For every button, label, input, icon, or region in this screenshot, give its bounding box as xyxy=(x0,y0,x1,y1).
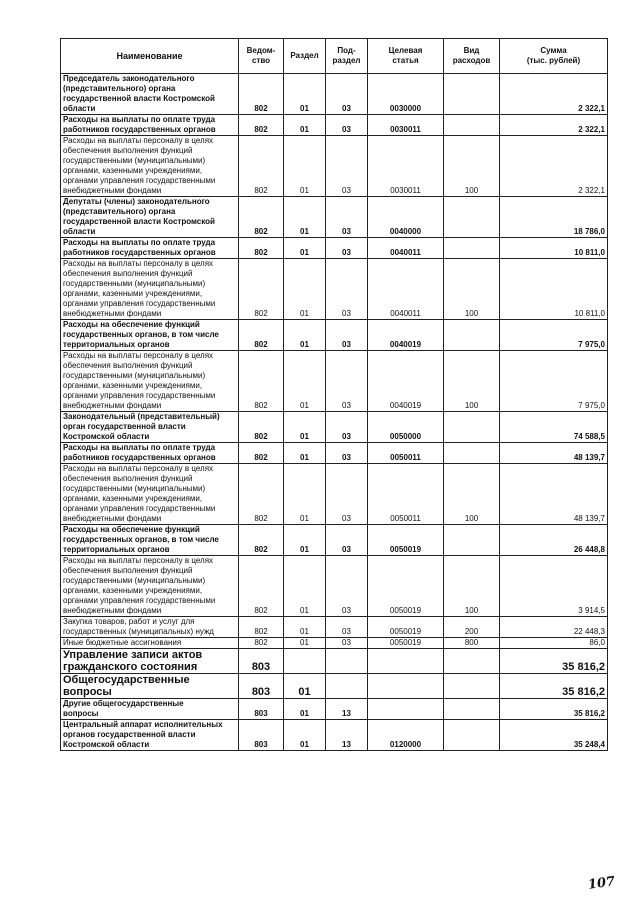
cell-razdel: 01 xyxy=(284,638,326,649)
table-row xyxy=(61,351,608,412)
cell-razdel: 01 xyxy=(284,115,326,136)
cell-name: Законодательный (представительный) орган государственной власти Костромской области xyxy=(61,412,239,443)
cell-name: Расходы на выплаты по оплате труда работников государственных органов xyxy=(61,238,239,259)
cell-pod: 03 xyxy=(326,351,368,412)
cell-name: Управление записи актов гражданского состояния xyxy=(61,649,239,674)
cell-name: Другие общегосударственные вопросы xyxy=(61,699,239,720)
cell-razdel: 01 xyxy=(284,197,326,238)
table-row xyxy=(61,443,608,464)
cell-sum: 26 448,8 xyxy=(500,525,608,556)
table-row xyxy=(61,525,608,556)
cell-name: Центральный аппарат исполнительных органов государственной власти Костромской области xyxy=(61,720,239,751)
cell-vid xyxy=(444,443,500,464)
cell-name: Расходы на обеспечение функций государственных органов, в том числе территориальных органов xyxy=(61,525,239,556)
table-row xyxy=(61,115,608,136)
cell-ved: 802 xyxy=(239,443,284,464)
table-row xyxy=(61,238,608,259)
cell-cel: 0040011 xyxy=(368,259,444,320)
cell-cel: 0050011 xyxy=(368,464,444,525)
table-row xyxy=(61,464,608,525)
table-row xyxy=(61,412,608,443)
cell-pod: 03 xyxy=(326,443,368,464)
table-header xyxy=(61,39,608,74)
cell-razdel: 01 xyxy=(284,674,326,699)
header-name: Наименование xyxy=(61,39,239,74)
cell-name: Иные бюджетные ассигнования xyxy=(61,638,239,649)
table-row xyxy=(61,556,608,617)
header-razdel: Раздел xyxy=(284,39,326,74)
cell-cel: 0040011 xyxy=(368,238,444,259)
cell-pod: 03 xyxy=(326,238,368,259)
cell-sum: 2 322,1 xyxy=(500,74,608,115)
cell-sum: 35 816,2 xyxy=(500,674,608,699)
cell-razdel: 01 xyxy=(284,238,326,259)
cell-sum: 18 786,0 xyxy=(500,197,608,238)
cell-vid: 100 xyxy=(444,556,500,617)
cell-sum: 22 448,3 xyxy=(500,617,608,638)
table-row xyxy=(61,320,608,351)
cell-sum: 10 811,0 xyxy=(500,238,608,259)
cell-sum: 35 248,4 xyxy=(500,720,608,751)
cell-pod: 13 xyxy=(326,720,368,751)
cell-cel: 0050000 xyxy=(368,412,444,443)
cell-razdel xyxy=(284,649,326,674)
cell-sum: 35 816,2 xyxy=(500,649,608,674)
cell-razdel: 01 xyxy=(284,320,326,351)
cell-pod xyxy=(326,649,368,674)
cell-vid: 800 xyxy=(444,638,500,649)
cell-pod: 03 xyxy=(326,638,368,649)
cell-razdel: 01 xyxy=(284,443,326,464)
cell-cel: 0050019 xyxy=(368,638,444,649)
cell-ved: 803 xyxy=(239,649,284,674)
cell-cel: 0050019 xyxy=(368,525,444,556)
cell-name: Расходы на выплаты персоналу в целях обеспечения выполнения функций государственными (муниципальными) органами, казенными учреждениями, органами управления государственными внебюджетными фондами xyxy=(61,136,239,197)
cell-name: Расходы на выплаты по оплате труда работников государственных органов xyxy=(61,443,239,464)
cell-ved: 802 xyxy=(239,464,284,525)
header-summa: Сумма (тыс. рублей) xyxy=(500,39,608,74)
cell-cel: 0030011 xyxy=(368,136,444,197)
cell-cel: 0120000 xyxy=(368,720,444,751)
cell-name: Закупка товаров, работ и услуг для государственных (муниципальных) нужд xyxy=(61,617,239,638)
cell-pod xyxy=(326,674,368,699)
cell-pod: 03 xyxy=(326,617,368,638)
cell-ved: 802 xyxy=(239,197,284,238)
cell-ved: 803 xyxy=(239,699,284,720)
cell-cel: 0050019 xyxy=(368,556,444,617)
cell-name: Расходы на выплаты персоналу в целях обеспечения выполнения функций государственными (муниципальными) органами, казенными учреждениями, органами управления государственными внебюджетными фондами xyxy=(61,556,239,617)
cell-sum: 48 139,7 xyxy=(500,443,608,464)
cell-name: Депутаты (члены) законодательного (представительного) органа государственной власти Костромской области xyxy=(61,197,239,238)
cell-vid xyxy=(444,74,500,115)
cell-cel: 0050011 xyxy=(368,443,444,464)
cell-pod: 03 xyxy=(326,556,368,617)
header-podrazdel: Под- раздел xyxy=(326,39,368,74)
cell-razdel: 01 xyxy=(284,556,326,617)
cell-sum: 2 322,1 xyxy=(500,136,608,197)
cell-cel: 0050019 xyxy=(368,617,444,638)
table-row xyxy=(61,638,608,649)
cell-ved: 802 xyxy=(239,259,284,320)
table-row xyxy=(61,674,608,699)
cell-razdel: 01 xyxy=(284,136,326,197)
cell-sum: 35 816,2 xyxy=(500,699,608,720)
cell-pod: 03 xyxy=(326,74,368,115)
cell-ved: 802 xyxy=(239,238,284,259)
cell-ved: 802 xyxy=(239,136,284,197)
cell-ved: 803 xyxy=(239,720,284,751)
header-vid: Вид расходов xyxy=(444,39,500,74)
cell-sum: 2 322,1 xyxy=(500,115,608,136)
cell-ved: 803 xyxy=(239,674,284,699)
cell-sum: 7 975,0 xyxy=(500,320,608,351)
cell-razdel: 01 xyxy=(284,699,326,720)
header-celevaya: Целевая статья xyxy=(368,39,444,74)
table-row xyxy=(61,259,608,320)
cell-ved: 802 xyxy=(239,556,284,617)
cell-razdel: 01 xyxy=(284,412,326,443)
cell-ved: 802 xyxy=(239,412,284,443)
cell-vid xyxy=(444,525,500,556)
cell-vid xyxy=(444,115,500,136)
table-row xyxy=(61,617,608,638)
cell-vid: 100 xyxy=(444,464,500,525)
cell-vid: 200 xyxy=(444,617,500,638)
cell-cel xyxy=(368,649,444,674)
cell-pod: 03 xyxy=(326,412,368,443)
cell-sum: 7 975,0 xyxy=(500,351,608,412)
cell-razdel: 01 xyxy=(284,74,326,115)
cell-razdel: 01 xyxy=(284,351,326,412)
cell-razdel: 01 xyxy=(284,617,326,638)
cell-pod: 03 xyxy=(326,525,368,556)
cell-razdel: 01 xyxy=(284,464,326,525)
cell-cel: 0040019 xyxy=(368,320,444,351)
cell-vid: 100 xyxy=(444,136,500,197)
cell-name: Расходы на выплаты персоналу в целях обеспечения выполнения функций государственными (муниципальными) органами, казенными учреждениями, органами управления государственными внебюджетными фондами xyxy=(61,259,239,320)
cell-name: Расходы на выплаты персоналу в целях обеспечения выполнения функций государственными (муниципальными) органами, казенными учреждениями, органами управления государственными внебюджетными фондами xyxy=(61,351,239,412)
cell-razdel: 01 xyxy=(284,720,326,751)
cell-pod: 03 xyxy=(326,320,368,351)
cell-name: Общегосударственные вопросы xyxy=(61,674,239,699)
cell-pod: 03 xyxy=(326,259,368,320)
cell-ved: 802 xyxy=(239,320,284,351)
cell-vid: 100 xyxy=(444,259,500,320)
budget-table xyxy=(60,38,608,751)
table-row xyxy=(61,720,608,751)
cell-cel: 0040019 xyxy=(368,351,444,412)
cell-razdel: 01 xyxy=(284,525,326,556)
cell-pod: 03 xyxy=(326,136,368,197)
cell-pod: 03 xyxy=(326,464,368,525)
cell-sum: 74 588,5 xyxy=(500,412,608,443)
cell-vid xyxy=(444,197,500,238)
cell-ved: 802 xyxy=(239,351,284,412)
cell-ved: 802 xyxy=(239,525,284,556)
table-row xyxy=(61,136,608,197)
cell-vid xyxy=(444,720,500,751)
cell-vid xyxy=(444,649,500,674)
cell-name: Расходы на обеспечение функций государственных органов, в том числе территориальных органов xyxy=(61,320,239,351)
cell-ved: 802 xyxy=(239,638,284,649)
cell-cel xyxy=(368,699,444,720)
cell-razdel: 01 xyxy=(284,259,326,320)
cell-vid xyxy=(444,674,500,699)
cell-sum: 48 139,7 xyxy=(500,464,608,525)
cell-vid xyxy=(444,699,500,720)
cell-ved: 802 xyxy=(239,617,284,638)
table-row xyxy=(61,197,608,238)
cell-vid xyxy=(444,412,500,443)
cell-cel: 0030000 xyxy=(368,74,444,115)
cell-cel: 0030011 xyxy=(368,115,444,136)
cell-name: Расходы на выплаты персоналу в целях обеспечения выполнения функций государственными (муниципальными) органами, казенными учреждениями, органами управления государственными внебюджетными фондами xyxy=(61,464,239,525)
header-ved: Ведом- ство xyxy=(239,39,284,74)
cell-sum: 86,0 xyxy=(500,638,608,649)
page-number: 107 xyxy=(587,874,617,893)
cell-cel: 0040000 xyxy=(368,197,444,238)
cell-name: Председатель законодательного (представительного) органа государственной власти Костромской области xyxy=(61,74,239,115)
cell-ved: 802 xyxy=(239,74,284,115)
cell-pod: 03 xyxy=(326,115,368,136)
cell-ved: 802 xyxy=(239,115,284,136)
table-row xyxy=(61,74,608,115)
cell-pod: 03 xyxy=(326,197,368,238)
table-row xyxy=(61,649,608,674)
cell-name: Расходы на выплаты по оплате труда работников государственных органов xyxy=(61,115,239,136)
cell-sum: 3 914,5 xyxy=(500,556,608,617)
table-row xyxy=(61,699,608,720)
cell-vid xyxy=(444,320,500,351)
cell-cel xyxy=(368,674,444,699)
cell-vid: 100 xyxy=(444,351,500,412)
cell-sum: 10 811,0 xyxy=(500,259,608,320)
cell-vid xyxy=(444,238,500,259)
cell-pod: 13 xyxy=(326,699,368,720)
